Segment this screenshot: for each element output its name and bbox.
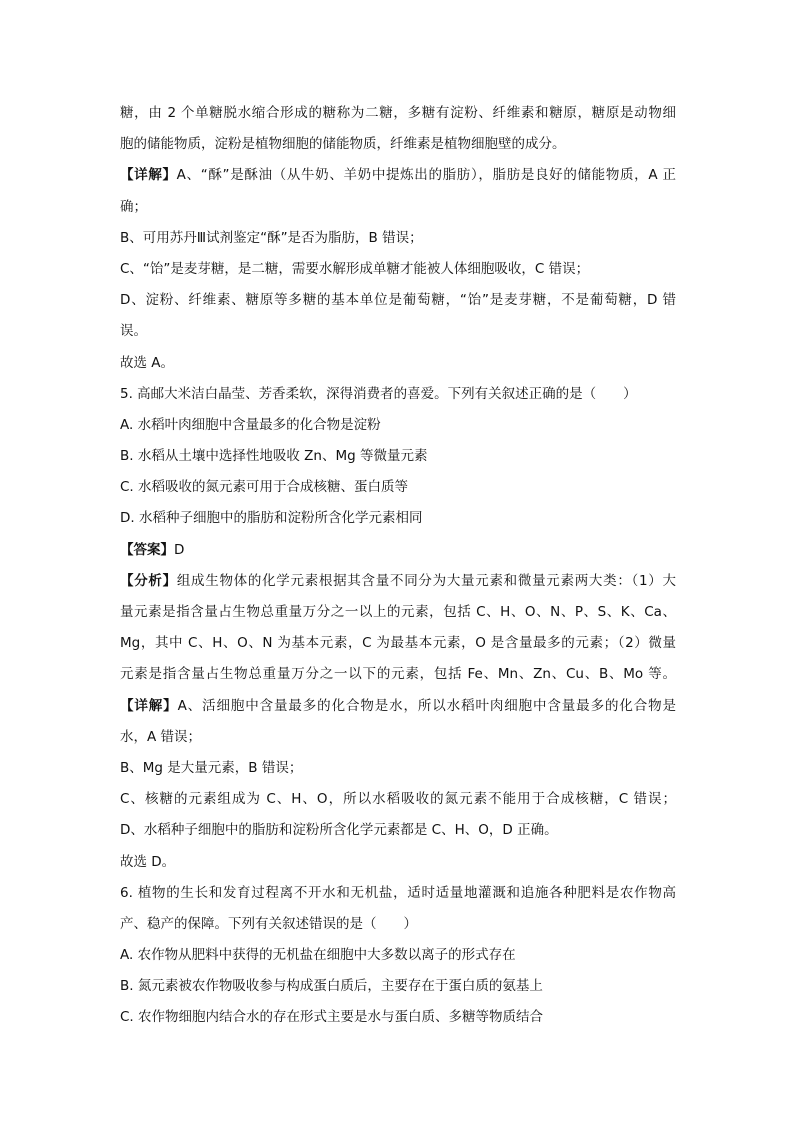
text-line	[120, 223, 676, 254]
text-line	[120, 597, 676, 628]
text-line	[120, 878, 676, 909]
line-text: C、核糖的元素组成为 C、H、O，所以水稻吸收的氮元素不能用于合成核糖，C 错误；	[120, 791, 676, 808]
text-line	[120, 316, 676, 347]
text-line	[120, 192, 676, 223]
text-line	[120, 909, 676, 940]
line-text: 确；	[120, 198, 147, 215]
section-tag: 【详解】	[120, 697, 178, 714]
line-text: 胞的储能物质，淀粉是植物细胞的储能物质，纤维素是植物细胞壁的成分。	[120, 136, 566, 153]
text-line	[120, 160, 676, 191]
text-line	[120, 503, 676, 534]
line-text: A. 水稻叶肉细胞中含量最多的化合物是淀粉	[120, 416, 381, 433]
text-line	[120, 722, 676, 753]
text-line	[120, 628, 676, 659]
line-text: D、水稻种子细胞中的脂肪和淀粉所含化学元素都是 C、H、O，D 正确。	[120, 822, 558, 839]
text-line	[120, 535, 676, 566]
line-text: B、可用苏丹Ⅲ试剂鉴定“酥”是否为脂肪，B 错误；	[120, 229, 423, 246]
text-line	[120, 441, 676, 472]
text-line	[120, 691, 676, 722]
section-tag: 【详解】	[120, 167, 177, 184]
line-text: C、“饴”是麦芽糖，是二糖，需要水解形成单糖才能被人体细胞吸收，C 错误；	[120, 260, 590, 277]
line-text: B、Mg 是大量元素，B 错误；	[120, 759, 303, 776]
line-text: 量元素是指含量占生物总重量万分之一以上的元素，包括 C、H、O、N、P、S、K、Ca、	[120, 604, 676, 620]
line-text: 元素是指含量占生物总重量万分之一以下的元素，包括 Fe、Mn、Zn、Cu、B、Mo 等。	[120, 666, 676, 683]
line-text: B. 氮元素被农作物吸收参与构成蛋白质后，主要存在于蛋白质的氨基上	[120, 978, 543, 995]
text-line	[120, 847, 676, 878]
text-line	[120, 98, 676, 129]
line-text: 故选 A。	[120, 354, 175, 371]
text-line	[120, 410, 676, 441]
text-line	[120, 254, 676, 285]
text-line	[120, 285, 676, 316]
text-line	[120, 129, 676, 160]
line-text: D. 水稻种子细胞中的脂肪和淀粉所含化学元素相同	[120, 510, 423, 527]
line-text: A、“酥”是酥油（从牛奶、羊奶中提炼出的脂肪），脂肪是良好的储能物质，A 正	[176, 167, 676, 184]
line-text: 水，A 错误；	[120, 728, 202, 745]
line-text: A、活细胞中含量最多的化合物是水，所以水稻叶肉细胞中含量最多的化合物是	[177, 697, 676, 714]
line-text: 故选 D。	[120, 853, 176, 870]
section-tag: 【分析】	[120, 572, 177, 589]
line-text: A. 农作物从肥料中获得的无机盐在细胞中大多数以离子的形式存在	[120, 947, 516, 964]
line-text: D、淀粉、纤维素、糖原等多糖的基本单位是葡萄糖，“饴”是麦芽糖，不是葡萄糖，D 错	[120, 292, 676, 309]
line-text: C. 农作物细胞内结合水的存在形式主要是水与蛋白质、多糖等物质结合	[120, 1009, 544, 1026]
text-line	[120, 971, 676, 1002]
text-line	[120, 472, 676, 503]
line-text: 产、稳产的保障。下列有关叙述错误的是（ ）	[120, 915, 417, 932]
line-text: 5. 高邮大米洁白晶莹、芳香柔软，深得消费者的喜爱。下列有关叙述正确的是（ ）	[120, 385, 637, 402]
line-text: B. 水稻从土壤中选择性地吸收 Zn、Mg 等微量元素	[120, 448, 428, 465]
line-text: 误。	[120, 323, 147, 340]
document-page	[120, 98, 676, 1034]
section-tag: 【答案】	[120, 541, 174, 558]
line-text: 组成生物体的化学元素根据其含量不同分为大量元素和微量元素两大类：（1）大	[176, 572, 676, 589]
line-text: Mg，其中 C、H、O、N 为基本元素，C 为最基本元素，O 是含量最多的元素；（2）微量	[120, 635, 676, 652]
text-line	[120, 348, 676, 379]
text-line	[120, 940, 676, 971]
line-text: 糖，由 2 个单糖脱水缩合形成的糖称为二糖，多糖有淀粉、纤维素和糖原，糖原是动物细	[120, 105, 676, 121]
line-text: C. 水稻吸收的氮元素可用于合成核糖、蛋白质等	[120, 479, 409, 496]
text-line	[120, 379, 676, 410]
text-line	[120, 815, 676, 846]
line-text: D	[174, 541, 185, 558]
text-line	[120, 659, 676, 690]
line-text: 6. 植物的生长和发育过程离不开水和无机盐，适时适量地灌溉和追施各种肥料是农作物高	[120, 884, 676, 901]
text-line	[120, 784, 676, 815]
text-line	[120, 753, 676, 784]
text-line	[120, 566, 676, 597]
text-line	[120, 1002, 676, 1033]
